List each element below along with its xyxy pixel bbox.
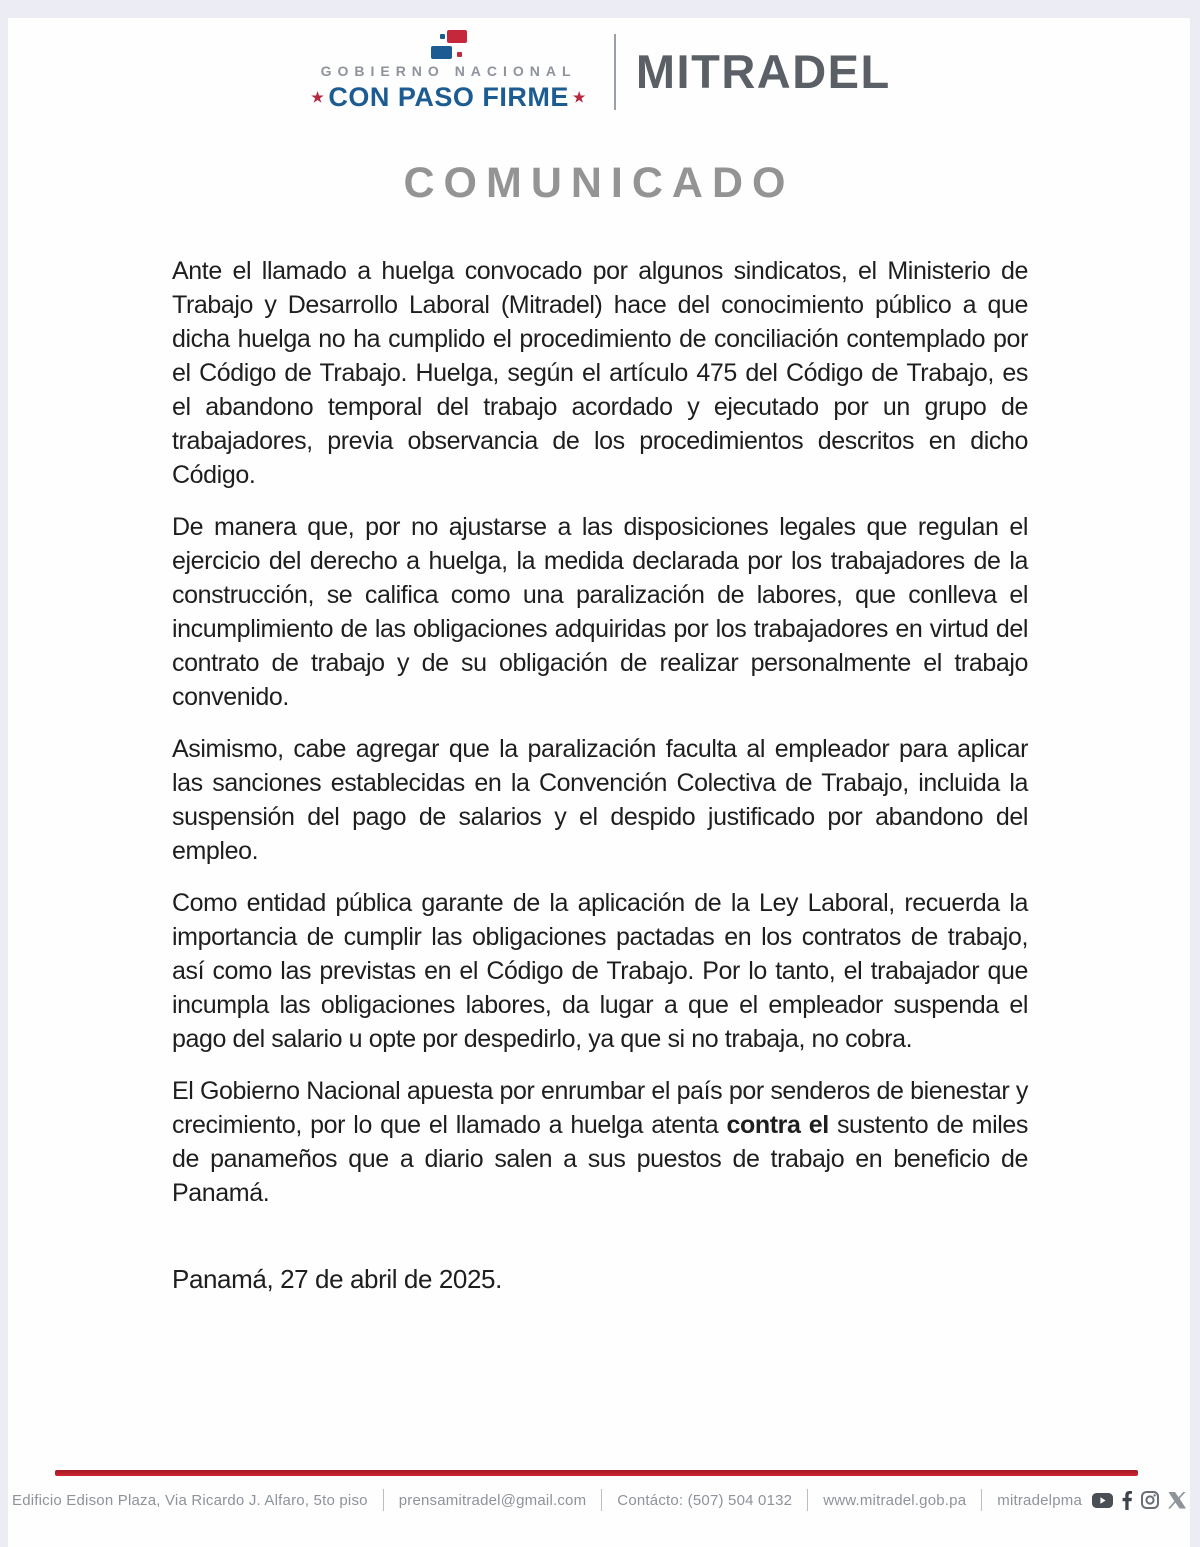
paragraph-5-text: El Gobierno Nacional apuesta por enrumbar el país por senderos de bienestar y crecimiento, por lo que el llamado a huelga atenta [172, 1077, 1028, 1139]
youtube-icon [1092, 1493, 1113, 1508]
footer-contact-row [8, 1489, 1190, 1511]
flag-red-quadrant [447, 30, 467, 43]
star-icon: ★ [311, 89, 325, 105]
logo-divider [614, 34, 616, 110]
facebook-icon [1122, 1491, 1132, 1510]
footer-accent-line [55, 1470, 1138, 1476]
footer-separator [807, 1489, 808, 1511]
gobierno-nacional-logo [307, 30, 590, 113]
con-paso-firme-text [307, 82, 590, 113]
footer-social-handle: mitradelpma [997, 1491, 1082, 1509]
footer-separator [601, 1489, 602, 1511]
page-title: COMUNICADO [403, 159, 795, 207]
footer-address: Edificio Edison Plaza, Via Ricardo J. Alfaro, 5to piso [11, 1491, 368, 1509]
paragraph-5 [172, 1074, 1028, 1210]
footer-email: prensamitradel@gmail.com [398, 1491, 587, 1509]
instagram-icon [1141, 1491, 1159, 1509]
star-icon: ★ [572, 89, 586, 105]
mitradel-wordmark: MITRADEL [635, 45, 891, 98]
paragraph-4: Como entidad pública garante de la aplicación de la Ley Laboral, recuerda la importancia de cumplir las obligaciones pactadas en los contratos de trabajo, así como las previstas en el Código de Trabajo. Por lo tanto, el trabajador que incumpla las obligaciones labores, da lugar a que el empleador suspenda el pago del salario u opte por despedirlo, ya que si no trabaja, no cobra. [172, 889, 1028, 1053]
footer-phone: Contácto: (507) 504 0132 [617, 1491, 793, 1509]
footer-website: www.mitradel.gob.pa [823, 1491, 967, 1509]
header-logo [8, 30, 1190, 113]
flag-blue-star [440, 34, 445, 39]
paragraph-2: De manera que, por no ajustarse a las disposiciones legales que regulan el ejercicio del derecho a huelga, la medida declarada por los trabajadores de la construcción, se califica como una paralización de labores, que conlleva el incumplimiento de las obligaciones adquiridas por los trabajadores en virtud del contrato de trabajo y de su obligación de realizar personalmente el trabajo convenido. [172, 513, 1028, 711]
document-page [8, 18, 1190, 1547]
footer-separator [383, 1489, 384, 1511]
paragraph-3: Asimismo, cabe agregar que la paralización faculta al empleador para aplicar las sanciones establecidas en la Convención Colectiva de Trabajo, incluida la suspensión del pago de salarios y el despido justificado por abandono del empleo. [172, 735, 1028, 865]
gobierno-nacional-text: GOBIERNO NACIONAL [320, 63, 577, 79]
page-footer [8, 1470, 1190, 1511]
paragraph-5-bold-text: contra el [726, 1111, 829, 1139]
slogan-text: CON PASO FIRME [328, 82, 569, 112]
document-body [172, 254, 1028, 1296]
panama-flag-icon [425, 30, 473, 60]
social-icons [1092, 1491, 1186, 1510]
flag-blue-quadrant [431, 46, 452, 59]
footer-separator [981, 1489, 982, 1511]
flag-red-star [457, 52, 462, 57]
paragraph-5-text: sustento de miles de panameños que a diario salen a sus puestos de trabajo en beneficio de Panamá. [172, 1111, 1028, 1207]
x-icon [1168, 1492, 1186, 1509]
date-line: Panamá, 27 de abril de 2025. [172, 1264, 502, 1294]
paragraph-1: Ante el llamado a huelga convocado por algunos sindicatos, el Ministerio de Trabajo y Desarrollo Laboral (Mitradel) hace del conocimiento público a que dicha huelga no ha cumplido el procedimiento de conciliación contemplado por el Código de Trabajo. Huelga, según el artículo 475 del Código de Trabajo, es el abandono temporal del trabajo acordado y ejecutado por un grupo de trabajadores, previa observancia de los procedimientos descritos en dicho Código. [172, 257, 1028, 489]
